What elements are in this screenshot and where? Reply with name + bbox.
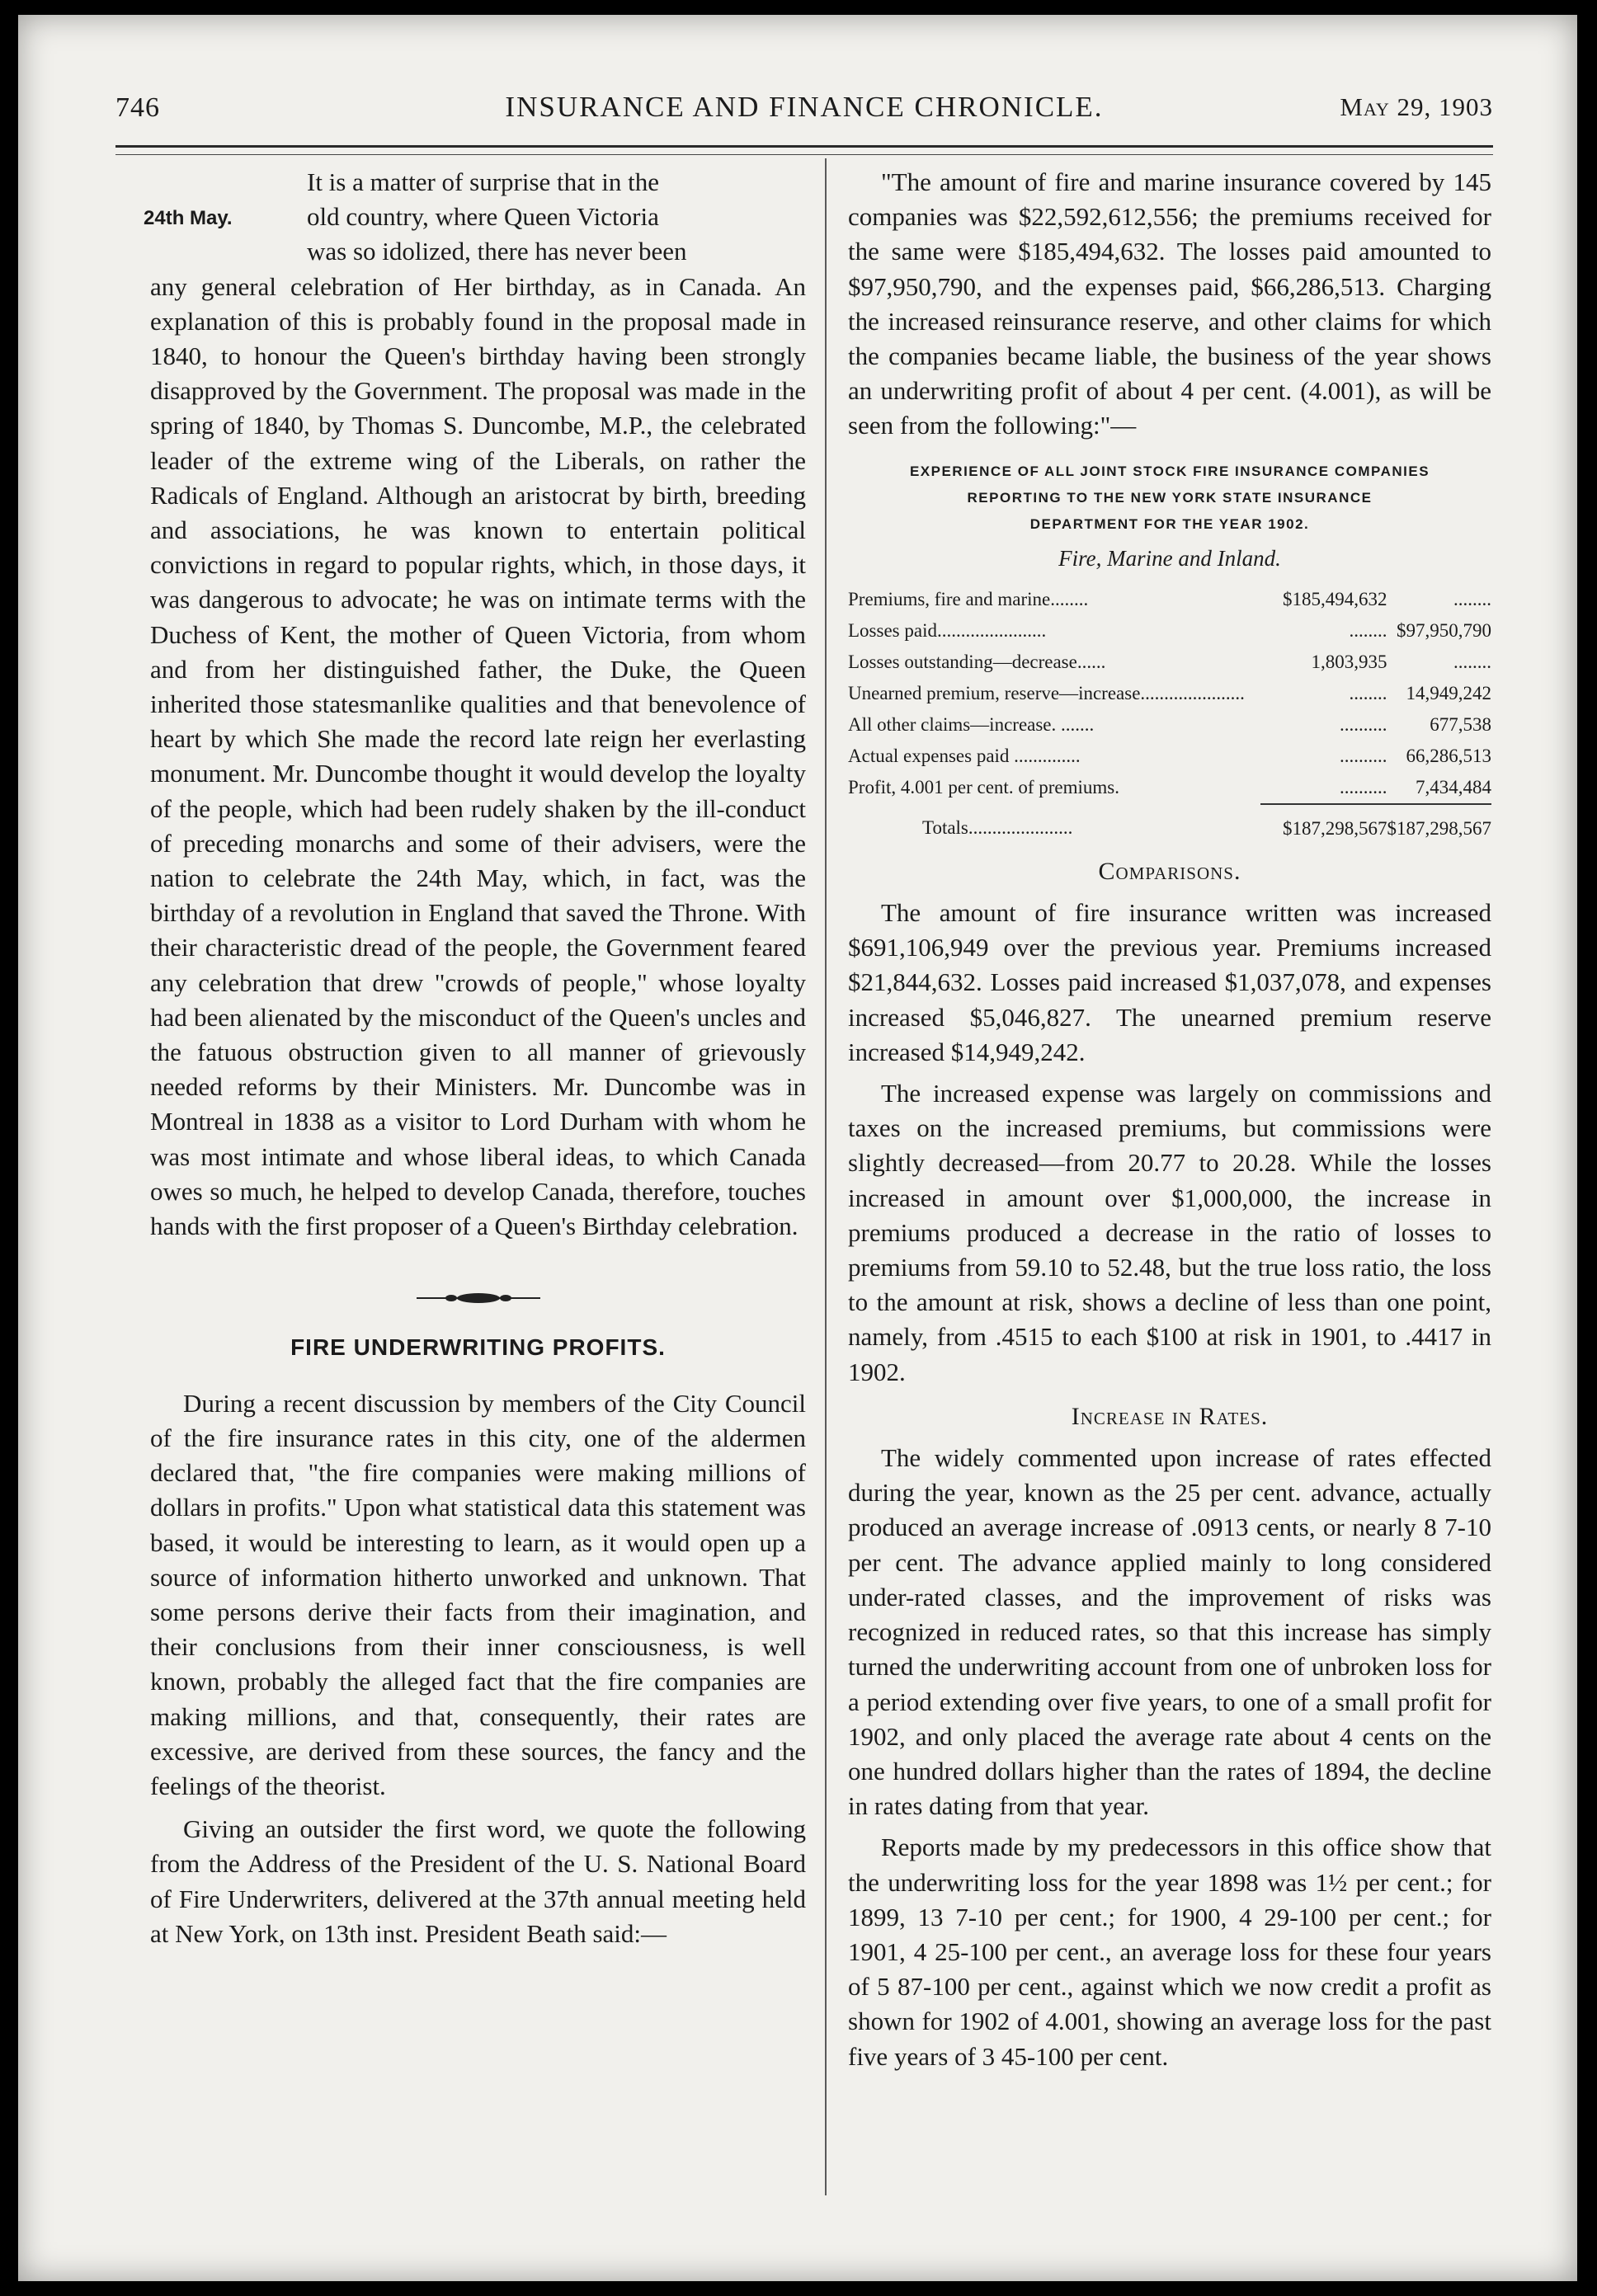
row-label: All other claims—increase. ....... [848,713,1095,735]
table-title-line: REPORTING TO THE NEW YORK STATE INSURANCE [967,489,1373,506]
paragraph-lead-line: was so idolized, there has never been [307,237,687,266]
experience-table [848,584,1491,845]
article-title: FIRE UNDERWRITING PROFITS. [290,1334,666,1360]
article-paragraph: Giving an outsider the first word, we quote the following from the Address of the President of the U. S. National Board of Fire Underwriters, delivered at the 37th annual meeting held at New York, on 13th inst. President Beath said:— [150,1814,806,1948]
column-divider [825,158,827,2195]
article-paragraph: Reports made by my predecessors in this office show that the underwriting loss for the year 1898 was 1½ per cent.; for 1899, 13 7-10 per cent.; for 1900, 4 29-100 per cent.; for 1901, 4 25-100 per cent., an average loss for these four years of 5 87-100 per cent., against which we now credit a profit as shown for 1902 of 4.001, showing an average loss for the past five years of 3 45-100 per cent. [848,1833,1491,2071]
row-value: $97,950,790 [1397,619,1491,641]
row-label: Premiums, fire and marine........ [848,588,1089,609]
row-value: .......... [1340,713,1387,735]
ornament-dash-icon [417,1292,540,1304]
paragraph-lead-line: It is a matter of surprise that in the [307,167,659,196]
table-row [848,709,1491,741]
left-column [144,165,806,1951]
table-title-line: EXPERIENCE OF ALL JOINT STOCK FIRE INSURANCE COMPANIES [909,463,1430,479]
row-label: Profit, 4.001 per cent. of premiums. [848,776,1119,797]
table-title [848,459,1491,538]
paragraph-body: any general celebration of Her birthday, as in Canada. An explanation of this is probably found in the proposal made in 1840, to honour the Queen's birthday having been strongly disapproved by the Government. The proposal was made in the spring of 1840, by Thomas S. Duncombe, M.P., the celebrated leader of the extreme wing of the Liberals, on rather the Radicals of England. Although an aristocrat by birth, breeding and associations, he was known to entertain political convictions in regard to popular rights, which, in those days, it was dangerous to advocate; he was on intimate terms with the Duchess of Kent, the mother of Queen Victoria, from whom and from her distinguished father, the Duke, the Queen inherited those statesmanlike qualities and that benevolence of heart by which She made the record late reign her everlasting monument. Mr. Duncombe thought it would develop the loyalty of the people, which had been rudely shaken by the ill-conduct of preceding monarchs and some of their advisers, were the nation to celebrate the 24th May, which, in fact, was the birthday of a revolution in England that saved the Throne. With their characteristic dread of the people, the Government feared any celebration that drew "crowds of people," whose loyalty had been alienated by the misconduct of the Queen's uncles and the fatuous obstruction given to all manner of grievously needed reforms by their Ministers. Mr. Duncombe was in Montreal in 1838 as a visitor to Lord Durham with whom he was most intimate and whose liberal ideas, to which Canada owes so much, he helped to develop Canada, therefore, touches hands with the first proposer of a Queen's Birthday celebration. [150,271,806,1241]
table-title-line: DEPARTMENT FOR THE YEAR 1902. [1029,515,1310,532]
totals-label: Totals...................... [922,816,1073,838]
row-value: 7,434,484 [1416,776,1491,797]
page-number: 746 [115,92,160,123]
row-label: Losses paid....................... [848,619,1047,641]
article-paragraph: During a recent discussion by members of the City Council of the fire insurance rates in this city, one of the aldermen declared that, "the fire companies were making millions of dollars in profits." Upon what statistical data this statement was based, it would be interesting to learn, as it would open up a source of information hitherto unworked and unknown. That some persons derive their facts from their imagination, and their conclusions from their inner consciousness, is well known, probably the alleged fact that the fire companies are making millions, and that, consequently, their rates are excessive, are derived from these sources, the fancy and the feelings of the theorist. [150,1388,806,1800]
section-heading-increase-in-rates: Increase in Rates. [1071,1402,1269,1430]
row-label: Losses outstanding—decrease...... [848,651,1106,672]
article-paragraph [150,165,806,1244]
row-value: 66,286,513 [1406,745,1491,766]
article-paragraph: The amount of fire insurance written was increased $691,106,949 over the previous year. Premiums increased $21,844,632. Losses paid increased $1,037,078, and expenses increased $5,046,827. The unearned premium reserve increased $14,949,242. [848,898,1491,1066]
paragraph-lead-line: old country, where Queen Victoria [307,202,659,232]
sidehead-24th-may: 24th May. [144,207,233,229]
row-label: Unearned premium, reserve—increase...................... [848,682,1245,703]
row-value: .......... [1340,776,1387,797]
row-value: 1,803,935 [1311,651,1387,672]
section-heading-comparisons: Comparisons. [1098,857,1241,885]
article-paragraph: The increased expense was largely on commissions and taxes on the increased premiums, but commissions were slightly decreased—from 20.77 to 20.28. While the losses increased in amount over $1,000,000, the increase in premiums produced a decrease in the ratio of losses to premiums from 59.10 to 52.48, but the true loss ratio, the loss to the amount at risk, shows a decline of less than one point, namely, from .4515 to each $100 at risk in 1901, to .4417 in 1902. [848,1079,1491,1386]
section-ornament [150,1278,806,1313]
table-totals-row [848,804,1491,845]
row-value: ........ [1453,651,1491,672]
row-value: ........ [1349,619,1387,641]
article-paragraph: The widely commented upon increase of rates effected during the year, known as the 25 per cent. advance, actually produced an average increase of .0913 cents, or nearly 8 7-10 per cent. The advance applied mainly to long considered under-rated classes, and the improvement of risks was recognized in reduced rates, so that this increase has simply turned the underwriting account from one of unbroken loss for a period extending over five years, to one of a small profit for 1902, and only placed the average rate about 4 cents on the one hundred dollars higher than the rates of 1894, the decline in rates dating from that year. [848,1443,1491,1821]
row-value: $185,494,632 [1283,588,1387,609]
table-subtitle: Fire, Marine and Inland. [1058,545,1281,571]
masthead [115,82,1493,129]
row-value: .......... [1340,745,1387,766]
table-row [848,741,1491,772]
table-row [848,615,1491,647]
totals-value: $187,298,567 [1387,804,1492,845]
table-row [848,647,1491,678]
row-value: ........ [1349,682,1387,703]
right-column [848,165,1491,2074]
row-value: 677,538 [1430,713,1491,735]
row-value: 14,949,242 [1406,682,1491,703]
issue-date: May 29, 1903 [1340,92,1493,121]
row-label: Actual expenses paid .............. [848,745,1081,766]
table-row [848,772,1491,804]
table-row [848,678,1491,709]
journal-title: INSURANCE AND FINANCE CHRONICLE. [505,91,1104,123]
quote-paragraph: "The amount of fire and marine insurance covered by 145 companies was $22,592,612,556; the premiums received for the same were $185,494,632. The losses paid amounted to $97,950,790, and the expenses paid, $66,286,513. Charging the increased reinsurance reserve, and other claims for which the companies became liable, the business of the year shows an underwriting profit of about 4 per cent. (4.001), as will be seen from the following:"— [848,167,1491,440]
totals-value: $187,298,567 [1260,804,1387,845]
header-rule [115,145,1493,155]
row-value: ........ [1453,588,1491,609]
table-row [848,584,1491,615]
